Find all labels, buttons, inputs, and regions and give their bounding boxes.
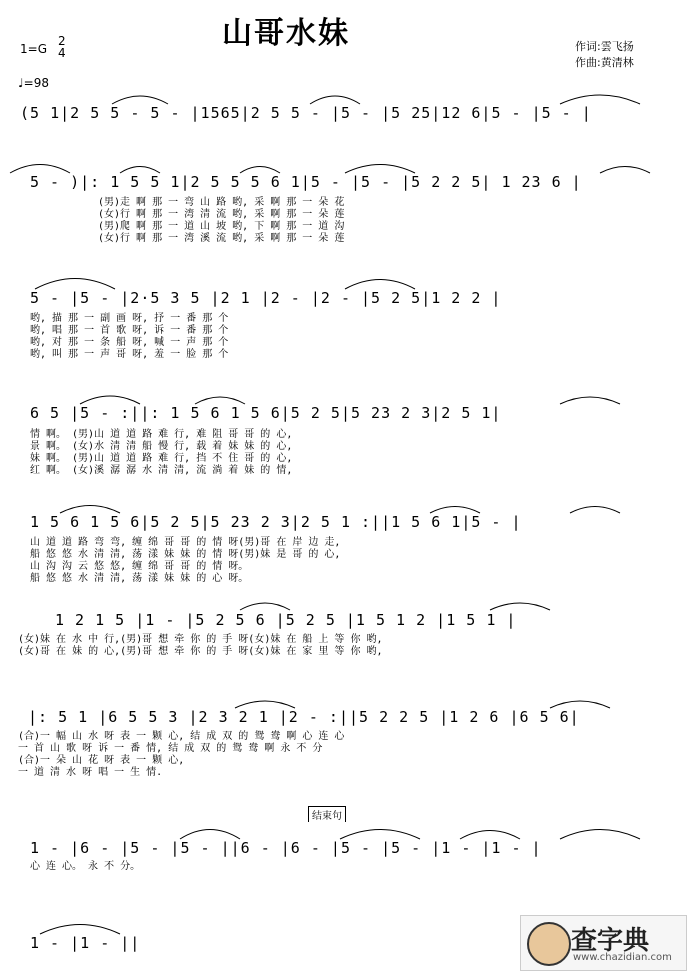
- lyric-line: 山 沟 沟 云 悠 悠, 缠 绵 哥 哥 的 情 呀。: [30, 561, 249, 572]
- lyric-line: (女)妹 在 水 中 行,(男)哥 想 牵 你 的 手 呀(女)妹 在 船 上 等 你 哟,: [18, 634, 383, 645]
- lyric-line: (男)爬 啊 那 一 道 山 坡 哟, 下 啊 那 一 道 沟: [98, 221, 345, 232]
- scholar-face-icon: [527, 922, 571, 966]
- score-row-5: 1 5 6 1 5 6|5 2 5|5 23 2 3|2 5 1 :||1 5 6 1|5 - |: [30, 513, 522, 531]
- slur-arc: [560, 830, 640, 840]
- lyric-line: 哟, 对 那 一 条 船 呀, 喊 一 声 那 个: [30, 337, 229, 348]
- slur-arc: [40, 925, 120, 935]
- lyric-line: 景 啊。 (女)水 清 清 船 慢 行, 载 着 妹 妹 的 心,: [30, 441, 293, 452]
- slur-arc: [10, 165, 70, 174]
- lyric-line: (合)一 幅 山 水 呀 表 一 颗 心, 结 成 双 的 鸳 鸯 啊 心 连 心: [18, 731, 345, 742]
- slur-arc: [570, 507, 620, 514]
- lyric-line: (男)走 啊 那 一 弯 山 路 哟, 采 啊 那 一 朵 花: [98, 197, 345, 208]
- slur-arc: [240, 603, 290, 610]
- slur-arc: [345, 280, 415, 290]
- lyric-line: 心 连 心。 永 不 分。: [30, 861, 141, 872]
- lyric-line: (合)一 朵 山 花 呀 表 一 颗 心,: [18, 755, 185, 766]
- score-row-1: (5 1|2 5 5 - 5 - |1565|2 5 5 - |5 - |5 25|12 6|5 - |5 - |: [20, 104, 592, 122]
- lyric-line: 妹 啊。 (男)山 道 道 路 难 行, 挡 不 住 哥 的 心,: [30, 453, 293, 464]
- slur-arc: [112, 96, 168, 104]
- lyricist-credit: 作词:雲飞扬: [575, 40, 634, 53]
- slur-arc: [195, 397, 245, 404]
- lyric-line: 哟, 唱 那 一 首 歌 呀, 诉 一 番 那 个: [30, 325, 229, 336]
- slur-arc: [310, 96, 360, 104]
- watermark-url: www.chazidian.com: [573, 952, 672, 963]
- lyric-line: 山 道 道 路 弯 弯, 缠 绵 哥 哥 的 情 呀(男)哥 在 岸 边 走,: [30, 537, 341, 548]
- score-row-9: 1 - |1 - ||: [30, 934, 141, 952]
- slur-arc: [235, 701, 295, 708]
- slur-arc: [180, 830, 240, 840]
- ending-label: 结束句: [308, 806, 346, 822]
- lyric-line: (女)行 啊 那 一 湾 清 流 哟, 采 啊 那 一 朵 莲: [98, 209, 345, 220]
- lyric-line: (女)哥 在 妹 的 心,(男)哥 想 牵 你 的 手 呀(女)妹 在 家 里 等 你 哟,: [18, 646, 383, 657]
- lyric-line: 红 啊。 (女)溪 潺 潺 水 清 清, 流 淌 着 妹 的 情,: [30, 465, 293, 476]
- slur-arc: [240, 167, 280, 174]
- slur-arc: [340, 830, 420, 840]
- watermark-logo: [520, 915, 687, 971]
- watermark-text: 查字典: [571, 926, 650, 956]
- lyric-line: 一 首 山 歌 呀 诉 一 番 情, 结 成 双 的 鸳 鸯 啊 永 不 分: [18, 743, 323, 754]
- slur-arc: [560, 95, 640, 104]
- slur-arc: [600, 167, 650, 174]
- lyric-line: 船 悠 悠 水 清 清, 荡 漾 妹 妹 的 心 呀。: [30, 573, 249, 584]
- time-top: 2: [58, 34, 66, 48]
- time-bottom: 4: [58, 46, 66, 60]
- page-title: 山哥水妹: [222, 16, 350, 51]
- slur-arc: [560, 397, 620, 404]
- lyric-line: 一 道 清 水 呀 唱 一 生 情.: [18, 767, 163, 778]
- key-signature: 1=G: [20, 42, 47, 56]
- score-row-6: 1 2 1 5 |1 - |5 2 5 6 |5 2 5 |1 5 1 2 |1 5 1 |: [55, 611, 517, 629]
- slur-arc: [80, 396, 140, 404]
- tempo-value: =98: [23, 76, 49, 90]
- slur-arc: [430, 507, 480, 514]
- slur-arc: [120, 167, 160, 174]
- lyric-line: (女)行 啊 那 一 湾 溪 流 哟, 采 啊 那 一 朵 莲: [98, 233, 345, 244]
- slur-arc: [460, 831, 520, 840]
- lyric-line: 船 悠 悠 水 清 清, 荡 漾 妹 妹 的 情 呀(男)妹 是 哥 的 心,: [30, 549, 341, 560]
- slur-arc: [550, 701, 610, 708]
- lyric-line: 哟, 描 那 一 副 画 呀, 抒 一 番 那 个: [30, 313, 229, 324]
- score-row-8: 1 - |6 - |5 - |5 - ||6 - |6 - |5 - |5 - |1 - |1 - |: [30, 839, 542, 857]
- score-row-2: 5 - )|: 1 5 5 1|2 5 5 5 6 1|5 - |5 - |5 2 2 5| 1 23 6 |: [30, 173, 582, 191]
- slur-arc: [490, 603, 550, 610]
- slur-arc: [60, 506, 120, 514]
- slur-arc: [35, 279, 115, 290]
- lyric-line: 情 啊。 (男)山 道 道 路 难 行, 难 阻 哥 哥 的 心,: [30, 429, 293, 440]
- score-row-7: |: 5 1 |6 5 5 3 |2 3 2 1 |2 - :||5 2 2 5 |1 2 6 |6 5 6|: [28, 708, 580, 726]
- composer-credit: 作曲:黄清林: [575, 56, 634, 69]
- slur-arc: [345, 165, 415, 174]
- score-row-4: 6 5 |5 - :||: 1 5 6 1 5 6|5 2 5|5 23 2 3|2 5 1|: [30, 404, 502, 422]
- lyric-line: 哟, 叫 那 一 声 哥 呀, 羞 一 脸 那 个: [30, 349, 229, 360]
- score-row-3: 5 - |5 - |2·5 3 5 |2 1 |2 - |2 - |5 2 5|1 2 2 |: [30, 289, 502, 307]
- quarter-note-icon: ♩: [18, 76, 24, 90]
